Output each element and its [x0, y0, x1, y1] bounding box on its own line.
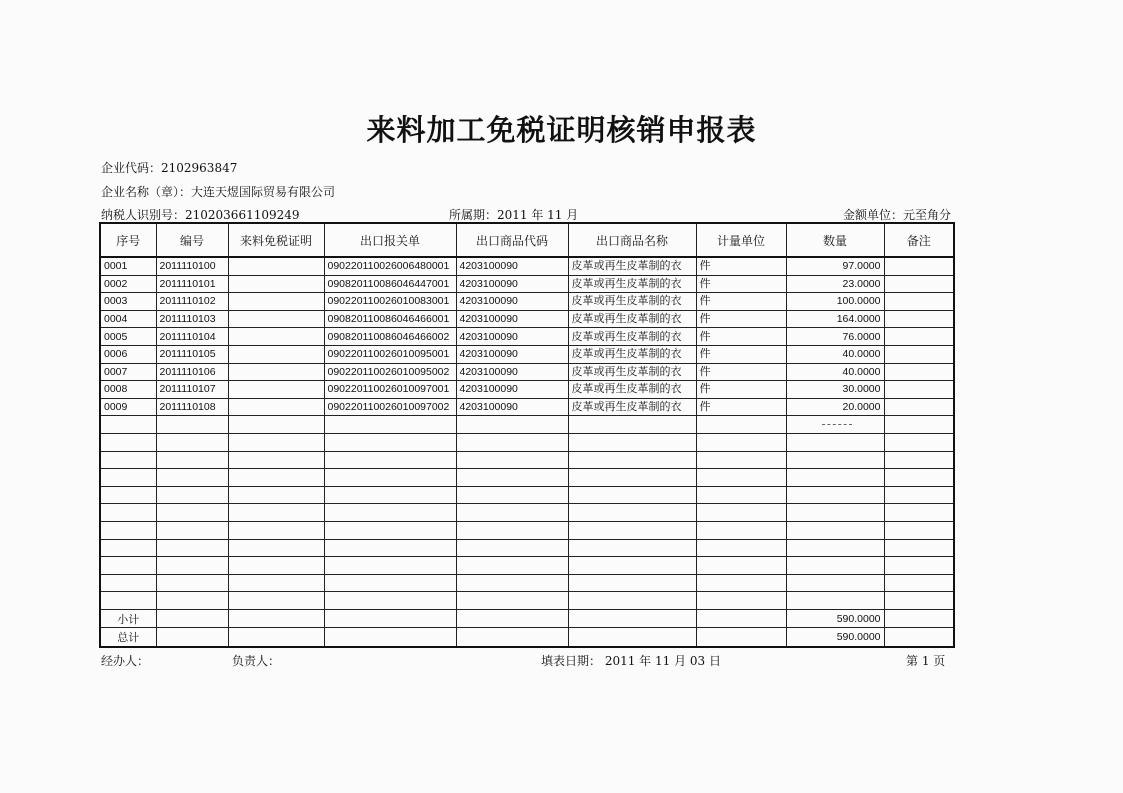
goods-name-cell: 皮革或再生皮革制的衣 — [568, 363, 696, 381]
code-cell: 2011110102 — [156, 293, 228, 311]
code-cell: 2011110106 — [156, 363, 228, 381]
quantity-cell: 23.0000 — [786, 275, 884, 293]
empty-row — [100, 504, 954, 522]
declaration-cell: 090220110026010097002 — [324, 398, 456, 416]
seq-cell: 0004 — [100, 310, 156, 328]
tax-id: 纳税人识别号：210203661109249 — [101, 208, 300, 222]
unit-cell: 件 — [696, 381, 786, 399]
seq-cell: 0007 — [100, 363, 156, 381]
quantity-cell: 40.0000 — [786, 345, 884, 363]
col-unit: 计量单位 — [696, 223, 786, 257]
declaration-cell: 090220110026010095001 — [324, 345, 456, 363]
declaration-cell: 090220110026006480001 — [324, 257, 456, 275]
table-row — [100, 381, 954, 399]
empty-row — [100, 433, 954, 451]
goods-name-cell: 皮革或再生皮革制的衣 — [568, 328, 696, 346]
subtotal-label: 小计 — [100, 609, 156, 628]
col-quantity: 数量 — [786, 223, 884, 257]
col-code: 编号 — [156, 223, 228, 257]
goods-name-cell: 皮革或再生皮革制的衣 — [568, 310, 696, 328]
goods-code-cell: 4203100090 — [456, 328, 568, 346]
empty-row — [100, 521, 954, 539]
goods-code-cell: 4203100090 — [456, 293, 568, 311]
cert-cell — [228, 398, 324, 416]
unit-cell: 件 — [696, 310, 786, 328]
code-cell: 2011110108 — [156, 398, 228, 416]
cert-cell — [228, 293, 324, 311]
declaration-cell: 090220110026010097001 — [324, 381, 456, 399]
quantity-cell: 30.0000 — [786, 381, 884, 399]
goods-name-cell: 皮革或再生皮革制的衣 — [568, 398, 696, 416]
goods-code-cell: 4203100090 — [456, 310, 568, 328]
note-cell — [884, 381, 954, 399]
code-cell: 2011110104 — [156, 328, 228, 346]
goods-code-cell: 4203100090 — [456, 381, 568, 399]
unit-cell: 件 — [696, 398, 786, 416]
col-seq: 序号 — [100, 223, 156, 257]
goods-code-cell: 4203100090 — [456, 363, 568, 381]
col-goods-code: 出口商品代码 — [456, 223, 568, 257]
quantity-cell: 100.0000 — [786, 293, 884, 311]
quantity-cell: 40.0000 — [786, 363, 884, 381]
table-row — [100, 310, 954, 328]
empty-row — [100, 592, 954, 610]
code-cell: 2011110101 — [156, 275, 228, 293]
table-row — [100, 398, 954, 416]
cert-cell — [228, 345, 324, 363]
declaration-cell: 090820110086046466002 — [324, 328, 456, 346]
goods-code-cell: 4203100090 — [456, 275, 568, 293]
note-cell — [884, 293, 954, 311]
unit-cell: 件 — [696, 328, 786, 346]
empty-row — [100, 574, 954, 592]
code-cell: 2011110100 — [156, 257, 228, 275]
table-row — [100, 293, 954, 311]
table-row — [100, 257, 954, 275]
end-of-data-mark — [822, 424, 852, 425]
goods-name-cell: 皮革或再生皮革制的衣 — [568, 275, 696, 293]
quantity-cell: 20.0000 — [786, 398, 884, 416]
goods-name-cell: 皮革或再生皮革制的衣 — [568, 381, 696, 399]
empty-row — [100, 486, 954, 504]
code-cell: 2011110107 — [156, 381, 228, 399]
table-row — [100, 275, 954, 293]
quantity-cell: 97.0000 — [786, 257, 884, 275]
cert-cell — [228, 381, 324, 399]
col-note: 备注 — [884, 223, 954, 257]
goods-name-cell: 皮革或再生皮革制的衣 — [568, 257, 696, 275]
goods-name-cell: 皮革或再生皮革制的衣 — [568, 345, 696, 363]
quantity-cell: 164.0000 — [786, 310, 884, 328]
goods-code-cell: 4203100090 — [456, 345, 568, 363]
declaration-cell: 090220110026010083001 — [324, 293, 456, 311]
cert-cell — [228, 310, 324, 328]
seq-cell: 0005 — [100, 328, 156, 346]
note-cell — [884, 257, 954, 275]
unit-cell: 件 — [696, 257, 786, 275]
declaration-cell: 090220110026010095002 — [324, 363, 456, 381]
note-cell — [884, 310, 954, 328]
total-value: 590.0000 — [786, 628, 884, 647]
declaration-cell: 090820110086046447001 — [324, 275, 456, 293]
report-table — [99, 222, 955, 648]
cert-cell — [228, 257, 324, 275]
code-cell: 2011110105 — [156, 345, 228, 363]
note-cell — [884, 345, 954, 363]
empty-row — [100, 469, 954, 487]
unit-cell: 件 — [696, 275, 786, 293]
table-row — [100, 363, 954, 381]
responsible-label: 负责人： — [232, 654, 281, 668]
col-declaration: 出口报关单 — [324, 223, 456, 257]
empty-row — [100, 451, 954, 469]
cert-cell — [228, 328, 324, 346]
empty-row — [100, 557, 954, 575]
period: 所属期：2011 年 11 月 — [449, 208, 579, 222]
note-cell — [884, 398, 954, 416]
total-row — [100, 628, 954, 647]
empty-row — [100, 539, 954, 557]
company-code: 企业代码：2102963847 — [101, 161, 238, 175]
note-cell — [884, 363, 954, 381]
subtotal-value: 590.0000 — [786, 609, 884, 628]
total-label: 总计 — [100, 628, 156, 647]
quantity-cell: 76.0000 — [786, 328, 884, 346]
seq-cell: 0001 — [100, 257, 156, 275]
cert-cell — [228, 363, 324, 381]
subtotal-row — [100, 609, 954, 628]
unit-cell: 件 — [696, 293, 786, 311]
table-row — [100, 328, 954, 346]
goods-name-cell: 皮革或再生皮革制的衣 — [568, 293, 696, 311]
handler-label: 经办人： — [101, 654, 150, 668]
table-row — [100, 345, 954, 363]
seq-cell: 0002 — [100, 275, 156, 293]
note-cell — [884, 275, 954, 293]
goods-code-cell: 4203100090 — [456, 257, 568, 275]
seq-cell: 0008 — [100, 381, 156, 399]
cert-cell — [228, 275, 324, 293]
amount-unit: 金额单位：元至角分 — [843, 208, 952, 222]
note-cell — [884, 328, 954, 346]
header-row — [100, 223, 954, 257]
goods-code-cell: 4203100090 — [456, 398, 568, 416]
seq-cell: 0009 — [100, 398, 156, 416]
page-number: 第 1 页 — [906, 654, 946, 668]
seq-cell: 0006 — [100, 345, 156, 363]
seq-cell: 0003 — [100, 293, 156, 311]
code-cell: 2011110103 — [156, 310, 228, 328]
unit-cell: 件 — [696, 363, 786, 381]
declaration-cell: 090820110086046466001 — [324, 310, 456, 328]
col-cert: 来料免税证明 — [228, 223, 324, 257]
fill-date: 填表日期： 2011 年 11 月 03 日 — [541, 654, 721, 668]
page-title: 来料加工免税证明核销申报表 — [366, 113, 757, 147]
company-name: 企业名称（章）：大连天煜国际贸易有限公司 — [101, 185, 336, 199]
unit-cell: 件 — [696, 345, 786, 363]
col-goods-name: 出口商品名称 — [568, 223, 696, 257]
